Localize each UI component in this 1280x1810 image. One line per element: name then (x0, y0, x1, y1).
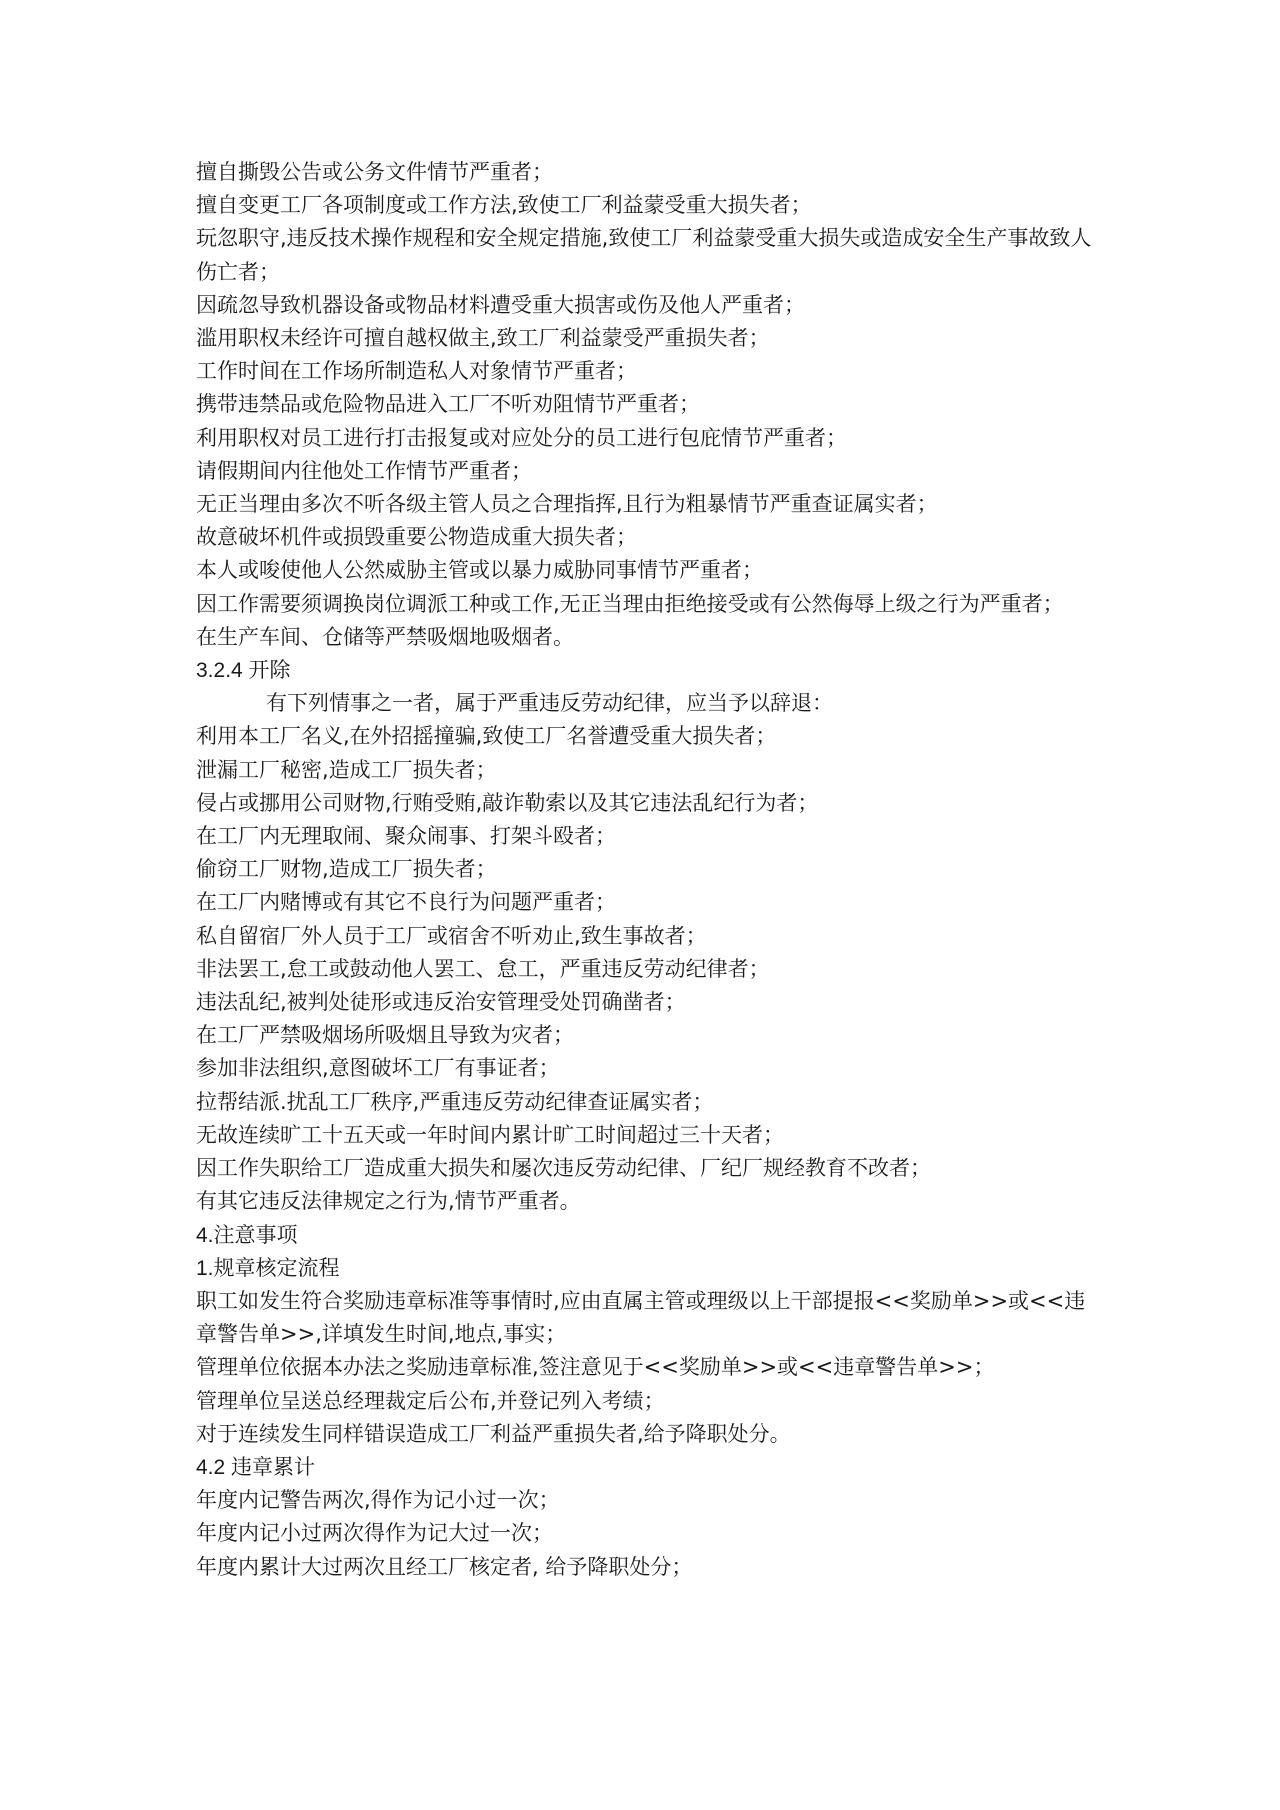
text-line: 利用职权对员工进行打击报复或对应处分的员工进行包庇情节严重者； (196, 425, 847, 450)
text-line: 在生产车间、仓储等严禁吸烟地吸烟者。 (196, 624, 574, 649)
text-line: 滥用职权未经许可擅自越权做主,致工厂利益蒙受严重损失者； (196, 326, 770, 351)
text-line: 职工如发生符合奖励违章标准等事情时,应由直属主管或理级以上干部提报<<奖励单>>或<<违章警告单>>,详填发生时间,地点,事实； (196, 1288, 1086, 1347)
text-line: 年度内累计大过两次且经工厂核定者, 给予降职处分； (196, 1554, 693, 1579)
text-line: 有下列情事之一者，属于严重违反劳动纪律，应当予以辞退： (266, 691, 833, 716)
subsection-heading: 4.2 违章累计 (196, 1455, 316, 1479)
text-line: 偷窃工厂财物,造成工厂损失者； (196, 857, 497, 882)
text-line: 无正当理由多次不听各级主管人员之合理指挥,且行为粗暴情节严重查证属实者； (196, 492, 938, 517)
text-line: 参加非法组织,意图破坏工厂有事证者； (196, 1056, 560, 1081)
text-line: 本人或唆使他人公然威胁主管或以暴力威胁同事情节严重者； (196, 558, 763, 583)
text-line: 对于连续发生同样错误造成工厂利益严重损失者,给予降职处分。 (196, 1421, 791, 1446)
section-heading: 3.2.4 开除 (196, 659, 291, 683)
subsection-heading: 1.规章核定流程 (196, 1256, 340, 1280)
text-line: 工作时间在工作场所制造私人对象情节严重者； (196, 359, 637, 384)
text-line: 玩忽职守,违反技术操作规程和安全规定措施,致使工厂利益蒙受重大损失或造成安全生产事故致人伤亡者； (196, 226, 1092, 284)
text-line: 在工厂内无理取闹、聚众闹事、打架斗殴者； (196, 824, 616, 849)
text-line: 在工厂严禁吸烟场所吸烟且导致为灾者； (196, 1023, 574, 1048)
document-body (196, 156, 1096, 1584)
text-line: 因疏忽导致机器设备或物品材料遭受重大损害或伤及他人严重者； (196, 292, 805, 317)
text-line: 拉帮结派.扰乱工厂秩序,严重违反劳动纪律查证属实者； (196, 1089, 714, 1114)
text-line: 擅自撕毁公告或公务文件情节严重者； (196, 160, 553, 184)
text-line: 泄漏工厂秘密,造成工厂损失者； (196, 757, 497, 782)
text-line: 因工作失职给工厂造成重大损失和屡次违反劳动纪律、厂纪厂规经教育不改者； (196, 1156, 931, 1181)
text-line: 故意破坏机件或损毁重要公物造成重大损失者； (196, 525, 637, 550)
text-line: 非法罢工,怠工或鼓动他人罢工、怠工，严重违反劳动纪律者； (196, 956, 770, 981)
text-line: 携带违禁品或危险物品进入工厂不听劝阻情节严重者； (196, 392, 700, 417)
text-line: 因工作需要须调换岗位调派工种或工作,无正当理由拒绝接受或有公然侮辱上级之行为严重者； (196, 591, 1064, 616)
text-line: 请假期间内往他处工作情节严重者； (196, 458, 532, 483)
text-line: 侵占或挪用公司财物,行贿受贿,敲诈勒索以及其它违法乱纪行为者； (196, 790, 819, 815)
text-line: 擅自变更工厂各项制度或工作方法,致使工厂利益蒙受重大损失者； (196, 193, 812, 218)
text-line: 利用本工厂名义,在外招摇撞骗,致使工厂名誉遭受重大损失者； (196, 724, 777, 749)
text-line: 年度内记小过两次得作为记大过一次； (196, 1521, 553, 1546)
text-line: 年度内记警告两次,得作为记小过一次； (196, 1488, 560, 1513)
text-line: 私自留宿厂外人员于工厂或宿舍不听劝止,致生事故者； (196, 923, 707, 948)
text-line: 有其它违反法律规定之行为,情节严重者。 (196, 1189, 581, 1214)
text-line: 违法乱纪,被判处徒形或违反治安管理受处罚确凿者； (196, 990, 686, 1015)
text-line: 无故连续旷工十五天或一年时间内累计旷工时间超过三十天者； (196, 1122, 784, 1147)
text-line: 在工厂内赌博或有其它不良行为问题严重者； (196, 890, 616, 915)
text-line: 管理单位依据本办法之奖励违章标准,签注意见于<<奖励单>>或<<违章警告单>>； (196, 1355, 995, 1380)
section-heading: 4.注意事项 (196, 1223, 298, 1247)
text-line: 管理单位呈送总经理裁定后公布,并登记列入考绩； (196, 1388, 665, 1413)
